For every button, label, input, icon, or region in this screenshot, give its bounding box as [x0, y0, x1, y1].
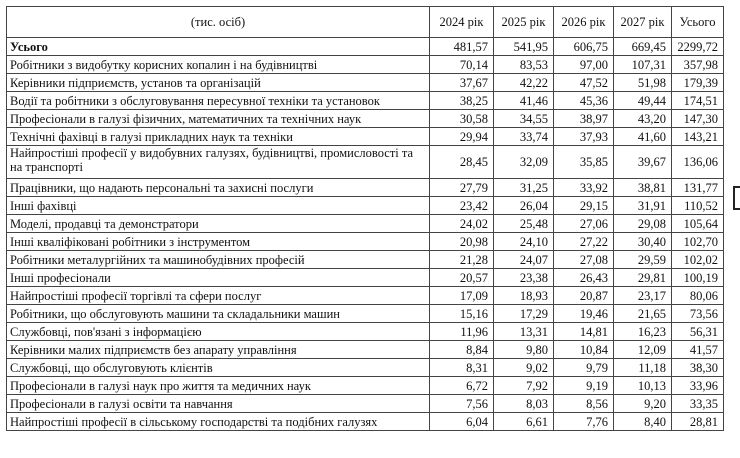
row-label-cell: Керівники малих підприємств без апарату управління — [7, 341, 430, 359]
row-label-cell: Найпростіші професії в сільському господарстві та подібних галузях — [7, 413, 430, 431]
value-cell-total: 102,02 — [672, 251, 724, 269]
value-cell-y2025: 24,07 — [494, 251, 554, 269]
value-cell-total: 143,21 — [672, 128, 724, 146]
value-cell-total: 110,52 — [672, 197, 724, 215]
table-row — [7, 179, 724, 197]
header-units: (тис. осіб) — [7, 7, 430, 38]
header-2026: 2026 рік — [554, 7, 614, 38]
header-total: Усього — [672, 7, 724, 38]
value-cell-y2026: 9,19 — [554, 377, 614, 395]
table-row — [7, 92, 724, 110]
row-label-cell: Найпростіші професії у видобувних галузях, будівництві, промисловості та на транспорті — [7, 146, 430, 179]
value-cell-y2026: 26,43 — [554, 269, 614, 287]
value-cell-total: 102,70 — [672, 233, 724, 251]
value-cell-total: 2299,72 — [672, 38, 724, 56]
value-cell-total: 136,06 — [672, 146, 724, 179]
table-row — [7, 269, 724, 287]
value-cell-y2025: 541,95 — [494, 38, 554, 56]
value-cell-y2026: 97,00 — [554, 56, 614, 74]
value-cell-total: 33,35 — [672, 395, 724, 413]
value-cell-y2025: 83,53 — [494, 56, 554, 74]
value-cell-y2025: 9,80 — [494, 341, 554, 359]
value-cell-y2025: 8,03 — [494, 395, 554, 413]
value-cell-total: 73,56 — [672, 305, 724, 323]
value-cell-y2027: 51,98 — [614, 74, 672, 92]
value-cell-y2027: 107,31 — [614, 56, 672, 74]
value-cell-total: 28,81 — [672, 413, 724, 431]
value-cell-y2026: 19,46 — [554, 305, 614, 323]
value-cell-y2024: 28,45 — [430, 146, 494, 179]
row-label-cell: Робітники металургійних та машинобудівних професій — [7, 251, 430, 269]
value-cell-total: 38,30 — [672, 359, 724, 377]
table-row — [7, 323, 724, 341]
value-cell-y2024: 15,16 — [430, 305, 494, 323]
table-row — [7, 377, 724, 395]
value-cell-y2024: 29,94 — [430, 128, 494, 146]
row-label-cell: Інші кваліфіковані робітники з інструментом — [7, 233, 430, 251]
value-cell-y2024: 37,67 — [430, 74, 494, 92]
value-cell-y2027: 30,40 — [614, 233, 672, 251]
value-cell-y2026: 47,52 — [554, 74, 614, 92]
table-row — [7, 146, 724, 179]
value-cell-y2027: 10,13 — [614, 377, 672, 395]
row-label-cell: Професіонали в галузі наук про життя та медичних наук — [7, 377, 430, 395]
row-label-cell: Найпростіші професії торгівлі та сфери послуг — [7, 287, 430, 305]
value-cell-y2025: 9,02 — [494, 359, 554, 377]
value-cell-y2025: 26,04 — [494, 197, 554, 215]
header-2027: 2027 рік — [614, 7, 672, 38]
value-cell-y2027: 41,60 — [614, 128, 672, 146]
value-cell-y2025: 13,31 — [494, 323, 554, 341]
value-cell-y2027: 23,17 — [614, 287, 672, 305]
row-label-cell: Робітники, що обслуговують машини та складальники машин — [7, 305, 430, 323]
value-cell-y2027: 38,81 — [614, 179, 672, 197]
value-cell-y2027: 21,65 — [614, 305, 672, 323]
value-cell-y2026: 27,08 — [554, 251, 614, 269]
value-cell-y2024: 6,04 — [430, 413, 494, 431]
value-cell-y2024: 6,72 — [430, 377, 494, 395]
value-cell-y2024: 8,84 — [430, 341, 494, 359]
edge-bracket-mark — [733, 186, 740, 210]
value-cell-y2025: 18,93 — [494, 287, 554, 305]
value-cell-y2024: 7,56 — [430, 395, 494, 413]
value-cell-y2027: 49,44 — [614, 92, 672, 110]
value-cell-y2026: 7,76 — [554, 413, 614, 431]
value-cell-y2025: 34,55 — [494, 110, 554, 128]
row-label-cell: Професіонали в галузі фізичних, математичних та технічних наук — [7, 110, 430, 128]
value-cell-y2026: 27,22 — [554, 233, 614, 251]
row-label-cell: Усього — [7, 38, 430, 56]
value-cell-y2024: 20,57 — [430, 269, 494, 287]
value-cell-y2025: 25,48 — [494, 215, 554, 233]
value-cell-y2027: 12,09 — [614, 341, 672, 359]
value-cell-y2027: 16,23 — [614, 323, 672, 341]
row-label-cell: Керівники підприємств, установ та організацій — [7, 74, 430, 92]
value-cell-y2025: 42,22 — [494, 74, 554, 92]
value-cell-y2025: 23,38 — [494, 269, 554, 287]
table-row — [7, 341, 724, 359]
table-row — [7, 74, 724, 92]
value-cell-y2026: 37,93 — [554, 128, 614, 146]
value-cell-y2024: 11,96 — [430, 323, 494, 341]
value-cell-total: 80,06 — [672, 287, 724, 305]
value-cell-total: 33,96 — [672, 377, 724, 395]
value-cell-y2025: 7,92 — [494, 377, 554, 395]
row-label-cell: Інші професіонали — [7, 269, 430, 287]
table-row — [7, 305, 724, 323]
value-cell-y2027: 43,20 — [614, 110, 672, 128]
value-cell-y2027: 669,45 — [614, 38, 672, 56]
value-cell-y2025: 31,25 — [494, 179, 554, 197]
value-cell-y2024: 70,14 — [430, 56, 494, 74]
row-label-cell: Службовці, що обслуговують клієнтів — [7, 359, 430, 377]
value-cell-total: 56,31 — [672, 323, 724, 341]
employment-forecast-table — [6, 6, 724, 431]
value-cell-y2026: 35,85 — [554, 146, 614, 179]
value-cell-y2024: 24,02 — [430, 215, 494, 233]
value-cell-y2026: 20,87 — [554, 287, 614, 305]
value-cell-y2024: 481,57 — [430, 38, 494, 56]
row-label-cell: Інші фахівці — [7, 197, 430, 215]
value-cell-total: 41,57 — [672, 341, 724, 359]
value-cell-y2025: 17,29 — [494, 305, 554, 323]
value-cell-y2027: 31,91 — [614, 197, 672, 215]
value-cell-y2024: 23,42 — [430, 197, 494, 215]
table-row — [7, 251, 724, 269]
value-cell-y2026: 27,06 — [554, 215, 614, 233]
value-cell-y2027: 29,81 — [614, 269, 672, 287]
row-label-cell: Робітники з видобутку корисних копалин і на будівництві — [7, 56, 430, 74]
value-cell-y2024: 8,31 — [430, 359, 494, 377]
value-cell-total: 131,77 — [672, 179, 724, 197]
table-row — [7, 413, 724, 431]
row-label-cell: Професіонали в галузі освіти та навчання — [7, 395, 430, 413]
row-label-cell: Службовці, пов'язані з інформацією — [7, 323, 430, 341]
value-cell-y2024: 21,28 — [430, 251, 494, 269]
value-cell-y2025: 33,74 — [494, 128, 554, 146]
table-body — [7, 38, 724, 431]
header-2025: 2025 рік — [494, 7, 554, 38]
table-row — [7, 128, 724, 146]
row-label-cell: Технічні фахівці в галузі прикладних наук та техніки — [7, 128, 430, 146]
value-cell-y2024: 38,25 — [430, 92, 494, 110]
value-cell-y2024: 30,58 — [430, 110, 494, 128]
value-cell-y2027: 29,08 — [614, 215, 672, 233]
table-row — [7, 215, 724, 233]
table-row — [7, 359, 724, 377]
value-cell-y2025: 24,10 — [494, 233, 554, 251]
value-cell-y2026: 14,81 — [554, 323, 614, 341]
value-cell-total: 147,30 — [672, 110, 724, 128]
value-cell-y2027: 11,18 — [614, 359, 672, 377]
table-row — [7, 56, 724, 74]
value-cell-y2027: 39,67 — [614, 146, 672, 179]
value-cell-y2024: 17,09 — [430, 287, 494, 305]
value-cell-total: 174,51 — [672, 92, 724, 110]
header-row — [7, 7, 724, 38]
value-cell-y2026: 33,92 — [554, 179, 614, 197]
value-cell-y2026: 8,56 — [554, 395, 614, 413]
value-cell-y2027: 29,59 — [614, 251, 672, 269]
value-cell-y2026: 29,15 — [554, 197, 614, 215]
row-label-cell: Працівники, що надають персональні та захисні послуги — [7, 179, 430, 197]
value-cell-y2027: 8,40 — [614, 413, 672, 431]
table-row — [7, 233, 724, 251]
value-cell-total: 179,39 — [672, 74, 724, 92]
value-cell-y2026: 9,79 — [554, 359, 614, 377]
value-cell-y2024: 27,79 — [430, 179, 494, 197]
row-label-cell: Моделі, продавці та демонстратори — [7, 215, 430, 233]
table-row — [7, 287, 724, 305]
value-cell-y2025: 41,46 — [494, 92, 554, 110]
table-row — [7, 197, 724, 215]
value-cell-total: 100,19 — [672, 269, 724, 287]
value-cell-y2026: 606,75 — [554, 38, 614, 56]
value-cell-total: 357,98 — [672, 56, 724, 74]
table-row — [7, 395, 724, 413]
header-2024: 2024 рік — [430, 7, 494, 38]
table-row — [7, 110, 724, 128]
value-cell-total: 105,64 — [672, 215, 724, 233]
value-cell-y2027: 9,20 — [614, 395, 672, 413]
value-cell-y2026: 38,97 — [554, 110, 614, 128]
row-label-cell: Водії та робітники з обслуговування пересувної техніки та установок — [7, 92, 430, 110]
value-cell-y2026: 10,84 — [554, 341, 614, 359]
value-cell-y2025: 32,09 — [494, 146, 554, 179]
total-row — [7, 38, 724, 56]
value-cell-y2024: 20,98 — [430, 233, 494, 251]
value-cell-y2025: 6,61 — [494, 413, 554, 431]
value-cell-y2026: 45,36 — [554, 92, 614, 110]
